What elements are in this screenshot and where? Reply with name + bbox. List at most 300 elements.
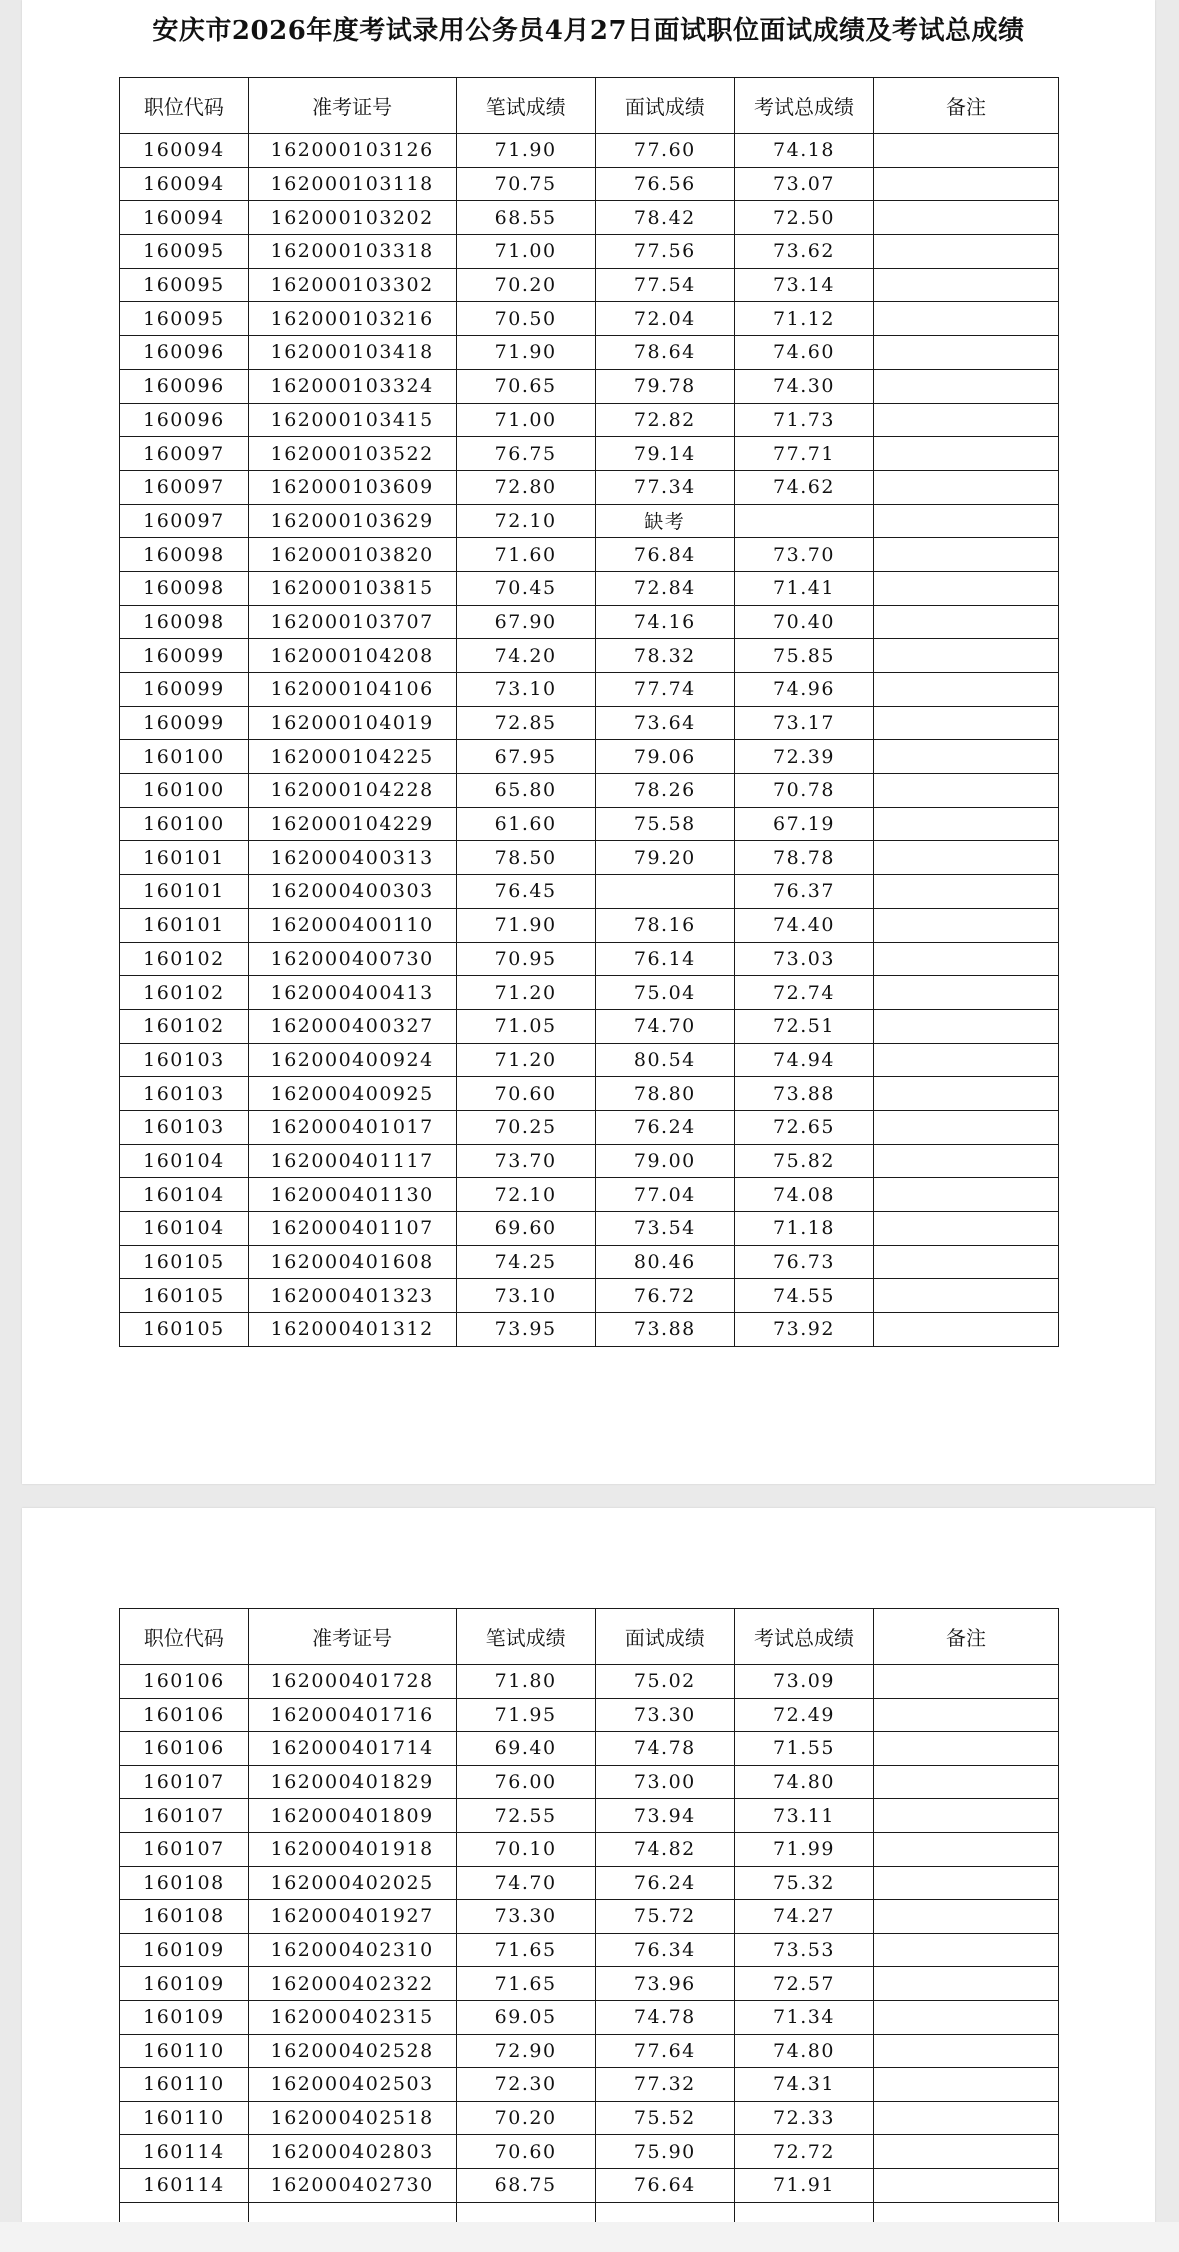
total-score-cell: 73.70 bbox=[734, 538, 873, 572]
total-score-cell: 74.08 bbox=[734, 1178, 873, 1212]
remarks-cell bbox=[874, 571, 1059, 605]
written-score-cell: 71.65 bbox=[456, 1967, 595, 2001]
position-code-cell: 160094 bbox=[120, 201, 249, 235]
written-score-cell: 71.00 bbox=[456, 403, 595, 437]
position-code-cell: 160101 bbox=[120, 908, 249, 942]
ticket-number-cell: 162000103609 bbox=[248, 470, 456, 504]
position-code-cell: 160109 bbox=[120, 2000, 249, 2034]
total-score-cell: 77.71 bbox=[734, 437, 873, 471]
written-score-cell: 76.00 bbox=[456, 1765, 595, 1799]
total-score-cell: 76.37 bbox=[734, 875, 873, 909]
remarks-cell bbox=[874, 369, 1059, 403]
remarks-cell bbox=[874, 2000, 1059, 2034]
table-row bbox=[120, 571, 1059, 605]
written-score-cell: 73.70 bbox=[456, 1144, 595, 1178]
table-row bbox=[120, 1178, 1059, 1212]
total-score-cell: 74.27 bbox=[734, 1900, 873, 1934]
interview-score-cell: 77.32 bbox=[595, 2068, 734, 2102]
remarks-cell bbox=[874, 706, 1059, 740]
ticket-number-cell: 162000401829 bbox=[248, 1765, 456, 1799]
position-code-cell: 160095 bbox=[120, 302, 249, 336]
remarks-cell bbox=[874, 167, 1059, 201]
remarks-cell bbox=[874, 740, 1059, 774]
written-score-cell: 74.70 bbox=[456, 1866, 595, 1900]
ticket-number-cell: 162000401608 bbox=[248, 1245, 456, 1279]
interview-score-cell: 76.84 bbox=[595, 538, 734, 572]
position-code-cell: 160104 bbox=[120, 1178, 249, 1212]
written-score-cell: 74.25 bbox=[456, 1245, 595, 1279]
table-row bbox=[120, 1933, 1059, 1967]
total-score-cell: 70.40 bbox=[734, 605, 873, 639]
table-row bbox=[120, 2068, 1059, 2102]
written-score-cell: 73.30 bbox=[456, 1900, 595, 1934]
position-code-cell: 160094 bbox=[120, 167, 249, 201]
table-row bbox=[120, 639, 1059, 673]
total-score-cell: 71.73 bbox=[734, 403, 873, 437]
position-code-cell: 160108 bbox=[120, 1866, 249, 1900]
total-score-cell: 72.39 bbox=[734, 740, 873, 774]
position-code-cell: 160097 bbox=[120, 504, 249, 538]
interview-score-cell: 77.64 bbox=[595, 2034, 734, 2068]
written-score-cell: 69.40 bbox=[456, 1732, 595, 1766]
interview-score-cell: 75.04 bbox=[595, 976, 734, 1010]
interview-score-cell: 76.24 bbox=[595, 1110, 734, 1144]
total-score-cell: 73.09 bbox=[734, 1665, 873, 1699]
total-score-cell: 71.34 bbox=[734, 2000, 873, 2034]
total-score-cell: 76.73 bbox=[734, 1245, 873, 1279]
position-code-cell: 160102 bbox=[120, 976, 249, 1010]
written-score-cell: 70.75 bbox=[456, 167, 595, 201]
written-score-cell: 72.55 bbox=[456, 1799, 595, 1833]
total-score-cell: 73.11 bbox=[734, 1799, 873, 1833]
written-score-cell: 72.10 bbox=[456, 504, 595, 538]
table-row bbox=[120, 504, 1059, 538]
table-header-row bbox=[120, 1609, 1059, 1665]
table-row bbox=[120, 706, 1059, 740]
remarks-cell bbox=[874, 2101, 1059, 2135]
ticket-number-cell: 162000400730 bbox=[248, 942, 456, 976]
remarks-cell bbox=[874, 1009, 1059, 1043]
ticket-number-cell: 162000402322 bbox=[248, 1967, 456, 2001]
col-header-ticket-number: 准考证号 bbox=[248, 78, 456, 134]
table-row bbox=[120, 403, 1059, 437]
ticket-number-cell: 162000104208 bbox=[248, 639, 456, 673]
ticket-number-cell: 162000103815 bbox=[248, 571, 456, 605]
total-score-cell: 74.80 bbox=[734, 2034, 873, 2068]
position-code-cell: 160101 bbox=[120, 875, 249, 909]
written-score-cell: 72.90 bbox=[456, 2034, 595, 2068]
remarks-cell bbox=[874, 1900, 1059, 1934]
table-row bbox=[120, 875, 1059, 909]
table-row bbox=[120, 167, 1059, 201]
interview-score-cell: 74.70 bbox=[595, 1009, 734, 1043]
written-score-cell: 73.10 bbox=[456, 1279, 595, 1313]
total-score-cell: 72.72 bbox=[734, 2135, 873, 2169]
ticket-number-cell: 162000400110 bbox=[248, 908, 456, 942]
total-score-cell: 75.32 bbox=[734, 1866, 873, 1900]
interview-score-cell: 79.20 bbox=[595, 841, 734, 875]
interview-score-cell: 74.78 bbox=[595, 1732, 734, 1766]
written-score-cell: 67.95 bbox=[456, 740, 595, 774]
position-code-cell: 160095 bbox=[120, 235, 249, 269]
written-score-cell: 68.75 bbox=[456, 2168, 595, 2202]
position-code-cell: 160104 bbox=[120, 1212, 249, 1246]
written-score-cell: 71.00 bbox=[456, 235, 595, 269]
ticket-number-cell: 162000103202 bbox=[248, 201, 456, 235]
remarks-cell bbox=[874, 1077, 1059, 1111]
interview-score-cell: 78.32 bbox=[595, 639, 734, 673]
remarks-cell bbox=[874, 942, 1059, 976]
written-score-cell: 73.10 bbox=[456, 673, 595, 707]
written-score-cell: 70.60 bbox=[456, 2135, 595, 2169]
table-row bbox=[120, 1212, 1059, 1246]
table-row bbox=[120, 1799, 1059, 1833]
table-row bbox=[120, 1144, 1059, 1178]
table-row bbox=[120, 1866, 1059, 1900]
written-score-cell: 71.95 bbox=[456, 1698, 595, 1732]
position-code-cell: 160094 bbox=[120, 134, 249, 168]
ticket-number-cell: 162000400924 bbox=[248, 1043, 456, 1077]
ticket-number-cell: 162000103126 bbox=[248, 134, 456, 168]
remarks-cell bbox=[874, 1212, 1059, 1246]
position-code-cell: 160103 bbox=[120, 1110, 249, 1144]
remarks-cell bbox=[874, 1043, 1059, 1077]
interview-score-cell: 80.46 bbox=[595, 1245, 734, 1279]
remarks-cell bbox=[874, 1967, 1059, 2001]
written-score-cell: 76.75 bbox=[456, 437, 595, 471]
position-code-cell: 160105 bbox=[120, 1279, 249, 1313]
interview-score-cell: 73.64 bbox=[595, 706, 734, 740]
total-score-cell: 74.55 bbox=[734, 1279, 873, 1313]
interview-score-cell: 80.54 bbox=[595, 1043, 734, 1077]
results-table-page-2 bbox=[119, 1608, 1059, 2236]
ticket-number-cell: 162000402310 bbox=[248, 1933, 456, 1967]
interview-score-cell: 77.56 bbox=[595, 235, 734, 269]
remarks-cell bbox=[874, 1110, 1059, 1144]
ticket-number-cell: 162000402025 bbox=[248, 1866, 456, 1900]
total-score-cell: 71.99 bbox=[734, 1832, 873, 1866]
position-code-cell: 160096 bbox=[120, 369, 249, 403]
interview-score-cell: 75.02 bbox=[595, 1665, 734, 1699]
position-code-cell: 160100 bbox=[120, 774, 249, 808]
ticket-number-cell: 162000401117 bbox=[248, 1144, 456, 1178]
remarks-cell bbox=[874, 504, 1059, 538]
ticket-number-cell: 162000400303 bbox=[248, 875, 456, 909]
remarks-cell bbox=[874, 302, 1059, 336]
table-row bbox=[120, 807, 1059, 841]
position-code-cell: 160098 bbox=[120, 571, 249, 605]
table-row bbox=[120, 774, 1059, 808]
written-score-cell: 78.50 bbox=[456, 841, 595, 875]
table-row bbox=[120, 2168, 1059, 2202]
remarks-cell bbox=[874, 2068, 1059, 2102]
table-row bbox=[120, 1765, 1059, 1799]
interview-score-cell: 78.42 bbox=[595, 201, 734, 235]
total-score-cell: 74.30 bbox=[734, 369, 873, 403]
col-header-total-score: 考试总成绩 bbox=[734, 78, 873, 134]
total-score-cell: 74.60 bbox=[734, 336, 873, 370]
ticket-number-cell: 162000103216 bbox=[248, 302, 456, 336]
written-score-cell: 71.05 bbox=[456, 1009, 595, 1043]
position-code-cell: 160100 bbox=[120, 740, 249, 774]
interview-score-cell: 77.74 bbox=[595, 673, 734, 707]
position-code-cell: 160095 bbox=[120, 268, 249, 302]
col-header-remarks: 备注 bbox=[874, 1609, 1059, 1665]
written-score-cell: 73.95 bbox=[456, 1313, 595, 1347]
table-row bbox=[120, 302, 1059, 336]
written-score-cell: 71.90 bbox=[456, 336, 595, 370]
table-row bbox=[120, 1832, 1059, 1866]
interview-score-cell: 73.54 bbox=[595, 1212, 734, 1246]
ticket-number-cell: 162000103415 bbox=[248, 403, 456, 437]
total-score-cell: 71.12 bbox=[734, 302, 873, 336]
written-score-cell: 70.95 bbox=[456, 942, 595, 976]
total-score-cell: 73.53 bbox=[734, 1933, 873, 1967]
remarks-cell bbox=[874, 1144, 1059, 1178]
ticket-number-cell: 162000104228 bbox=[248, 774, 456, 808]
interview-score-cell: 75.58 bbox=[595, 807, 734, 841]
remarks-cell bbox=[874, 1245, 1059, 1279]
ticket-number-cell: 162000104229 bbox=[248, 807, 456, 841]
remarks-cell bbox=[874, 336, 1059, 370]
written-score-cell: 69.60 bbox=[456, 1212, 595, 1246]
remarks-cell bbox=[874, 235, 1059, 269]
total-score-cell: 71.18 bbox=[734, 1212, 873, 1246]
interview-score-cell bbox=[595, 875, 734, 909]
table-row bbox=[120, 538, 1059, 572]
interview-score-cell: 77.54 bbox=[595, 268, 734, 302]
ticket-number-cell: 162000103522 bbox=[248, 437, 456, 471]
position-code-cell: 160105 bbox=[120, 1313, 249, 1347]
document-title: 安庆市2026年度考试录用公务员4月27日面试职位面试成绩及考试总成绩 bbox=[152, 16, 1025, 46]
interview-score-cell: 79.06 bbox=[595, 740, 734, 774]
total-score-cell: 73.92 bbox=[734, 1313, 873, 1347]
written-score-cell: 72.80 bbox=[456, 470, 595, 504]
ticket-number-cell: 162000401323 bbox=[248, 1279, 456, 1313]
written-score-cell: 67.90 bbox=[456, 605, 595, 639]
ticket-number-cell: 162000402518 bbox=[248, 2101, 456, 2135]
table-row bbox=[120, 1110, 1059, 1144]
total-score-cell: 73.88 bbox=[734, 1077, 873, 1111]
interview-score-cell: 缺考 bbox=[595, 504, 734, 538]
remarks-cell bbox=[874, 1178, 1059, 1212]
ticket-number-cell: 162000401130 bbox=[248, 1178, 456, 1212]
table-row bbox=[120, 2101, 1059, 2135]
position-code-cell: 160096 bbox=[120, 403, 249, 437]
total-score-cell: 74.40 bbox=[734, 908, 873, 942]
interview-score-cell: 75.52 bbox=[595, 2101, 734, 2135]
ticket-number-cell: 162000401809 bbox=[248, 1799, 456, 1833]
ticket-number-cell: 162000401728 bbox=[248, 1665, 456, 1699]
interview-score-cell: 77.34 bbox=[595, 470, 734, 504]
remarks-cell bbox=[874, 403, 1059, 437]
total-score-cell: 78.78 bbox=[734, 841, 873, 875]
written-score-cell: 65.80 bbox=[456, 774, 595, 808]
position-code-cell: 160107 bbox=[120, 1799, 249, 1833]
position-code-cell: 160103 bbox=[120, 1077, 249, 1111]
table-row bbox=[120, 2135, 1059, 2169]
table-row bbox=[120, 673, 1059, 707]
table-row bbox=[120, 1900, 1059, 1934]
written-score-cell: 70.60 bbox=[456, 1077, 595, 1111]
written-score-cell: 72.30 bbox=[456, 2068, 595, 2102]
ticket-number-cell: 162000402730 bbox=[248, 2168, 456, 2202]
remarks-cell bbox=[874, 841, 1059, 875]
total-score-cell: 72.51 bbox=[734, 1009, 873, 1043]
position-code-cell: 160106 bbox=[120, 1665, 249, 1699]
ticket-number-cell: 162000400925 bbox=[248, 1077, 456, 1111]
interview-score-cell: 73.94 bbox=[595, 1799, 734, 1833]
remarks-cell bbox=[874, 2135, 1059, 2169]
interview-score-cell: 76.24 bbox=[595, 1866, 734, 1900]
written-score-cell: 71.65 bbox=[456, 1933, 595, 1967]
position-code-cell: 160106 bbox=[120, 1732, 249, 1766]
remarks-cell bbox=[874, 538, 1059, 572]
total-score-cell bbox=[734, 504, 873, 538]
written-score-cell: 70.20 bbox=[456, 2101, 595, 2135]
written-score-cell: 71.90 bbox=[456, 134, 595, 168]
total-score-cell: 74.62 bbox=[734, 470, 873, 504]
position-code-cell: 160099 bbox=[120, 639, 249, 673]
ticket-number-cell: 162000400413 bbox=[248, 976, 456, 1010]
interview-score-cell: 76.34 bbox=[595, 1933, 734, 1967]
written-score-cell: 71.20 bbox=[456, 1043, 595, 1077]
total-score-cell: 73.03 bbox=[734, 942, 873, 976]
position-code-cell: 160109 bbox=[120, 1933, 249, 1967]
results-table-page-1 bbox=[119, 77, 1059, 1347]
interview-score-cell: 78.64 bbox=[595, 336, 734, 370]
table-row bbox=[120, 437, 1059, 471]
remarks-cell bbox=[874, 1732, 1059, 1766]
table-row bbox=[120, 942, 1059, 976]
ticket-number-cell: 162000103118 bbox=[248, 167, 456, 201]
ticket-number-cell: 162000402803 bbox=[248, 2135, 456, 2169]
table-row bbox=[120, 1732, 1059, 1766]
table-row bbox=[120, 1077, 1059, 1111]
total-score-cell: 73.07 bbox=[734, 167, 873, 201]
interview-score-cell: 74.16 bbox=[595, 605, 734, 639]
document-page-2 bbox=[22, 1508, 1155, 2252]
ticket-number-cell: 162000401312 bbox=[248, 1313, 456, 1347]
col-header-interview-score: 面试成绩 bbox=[595, 1609, 734, 1665]
position-code-cell: 160114 bbox=[120, 2168, 249, 2202]
interview-score-cell: 77.60 bbox=[595, 134, 734, 168]
remarks-cell bbox=[874, 2168, 1059, 2202]
table-row bbox=[120, 2000, 1059, 2034]
position-code-cell: 160107 bbox=[120, 1832, 249, 1866]
written-score-cell: 68.55 bbox=[456, 201, 595, 235]
ticket-number-cell: 162000104019 bbox=[248, 706, 456, 740]
position-code-cell: 160114 bbox=[120, 2135, 249, 2169]
total-score-cell: 71.91 bbox=[734, 2168, 873, 2202]
ticket-number-cell: 162000401017 bbox=[248, 1110, 456, 1144]
interview-score-cell: 72.82 bbox=[595, 403, 734, 437]
remarks-cell bbox=[874, 134, 1059, 168]
remarks-cell bbox=[874, 774, 1059, 808]
table-row bbox=[120, 369, 1059, 403]
total-score-cell: 70.78 bbox=[734, 774, 873, 808]
document-page-1 bbox=[22, 0, 1155, 1484]
remarks-cell bbox=[874, 1866, 1059, 1900]
position-code-cell: 160102 bbox=[120, 1009, 249, 1043]
written-score-cell: 74.20 bbox=[456, 639, 595, 673]
position-code-cell: 160110 bbox=[120, 2068, 249, 2102]
total-score-cell: 71.41 bbox=[734, 571, 873, 605]
ticket-number-cell: 162000402503 bbox=[248, 2068, 456, 2102]
position-code-cell: 160105 bbox=[120, 1245, 249, 1279]
remarks-cell bbox=[874, 1665, 1059, 1699]
col-header-remarks: 备注 bbox=[874, 78, 1059, 134]
written-score-cell: 71.20 bbox=[456, 976, 595, 1010]
total-score-cell: 72.74 bbox=[734, 976, 873, 1010]
interview-score-cell: 72.04 bbox=[595, 302, 734, 336]
remarks-cell bbox=[874, 605, 1059, 639]
interview-score-cell: 73.88 bbox=[595, 1313, 734, 1347]
ticket-number-cell: 162000104225 bbox=[248, 740, 456, 774]
table-row bbox=[120, 605, 1059, 639]
ticket-number-cell: 162000103318 bbox=[248, 235, 456, 269]
total-score-cell: 73.17 bbox=[734, 706, 873, 740]
table-row bbox=[120, 470, 1059, 504]
table-row bbox=[120, 1313, 1059, 1347]
ticket-number-cell: 162000103324 bbox=[248, 369, 456, 403]
ticket-number-cell: 162000400313 bbox=[248, 841, 456, 875]
remarks-cell bbox=[874, 1799, 1059, 1833]
total-score-cell: 74.80 bbox=[734, 1765, 873, 1799]
written-score-cell: 76.45 bbox=[456, 875, 595, 909]
table-row bbox=[120, 1043, 1059, 1077]
ticket-number-cell: 162000400327 bbox=[248, 1009, 456, 1043]
total-score-cell: 74.18 bbox=[734, 134, 873, 168]
interview-score-cell: 76.72 bbox=[595, 1279, 734, 1313]
table-row bbox=[120, 336, 1059, 370]
total-score-cell: 72.49 bbox=[734, 1698, 873, 1732]
total-score-cell: 72.57 bbox=[734, 1967, 873, 2001]
position-code-cell: 160102 bbox=[120, 942, 249, 976]
interview-score-cell: 76.64 bbox=[595, 2168, 734, 2202]
col-header-written-score: 笔试成绩 bbox=[456, 1609, 595, 1665]
ticket-number-cell: 162000103418 bbox=[248, 336, 456, 370]
ticket-number-cell: 162000103302 bbox=[248, 268, 456, 302]
interview-score-cell: 75.72 bbox=[595, 1900, 734, 1934]
written-score-cell: 70.10 bbox=[456, 1832, 595, 1866]
written-score-cell: 70.50 bbox=[456, 302, 595, 336]
remarks-cell bbox=[874, 1832, 1059, 1866]
remarks-cell bbox=[874, 470, 1059, 504]
total-score-cell: 67.19 bbox=[734, 807, 873, 841]
remarks-cell bbox=[874, 639, 1059, 673]
written-score-cell: 70.45 bbox=[456, 571, 595, 605]
written-score-cell: 71.80 bbox=[456, 1665, 595, 1699]
interview-score-cell: 73.96 bbox=[595, 1967, 734, 2001]
interview-score-cell: 78.26 bbox=[595, 774, 734, 808]
interview-score-cell: 79.14 bbox=[595, 437, 734, 471]
interview-score-cell: 74.78 bbox=[595, 2000, 734, 2034]
position-code-cell: 160099 bbox=[120, 673, 249, 707]
position-code-cell: 160098 bbox=[120, 605, 249, 639]
total-score-cell: 75.82 bbox=[734, 1144, 873, 1178]
position-code-cell: 160101 bbox=[120, 841, 249, 875]
written-score-cell: 72.85 bbox=[456, 706, 595, 740]
ticket-number-cell: 162000103707 bbox=[248, 605, 456, 639]
total-score-cell: 74.31 bbox=[734, 2068, 873, 2102]
remarks-cell bbox=[874, 976, 1059, 1010]
interview-score-cell: 73.30 bbox=[595, 1698, 734, 1732]
remarks-cell bbox=[874, 673, 1059, 707]
written-score-cell: 69.05 bbox=[456, 2000, 595, 2034]
interview-score-cell: 76.56 bbox=[595, 167, 734, 201]
col-header-position-code: 职位代码 bbox=[120, 1609, 249, 1665]
